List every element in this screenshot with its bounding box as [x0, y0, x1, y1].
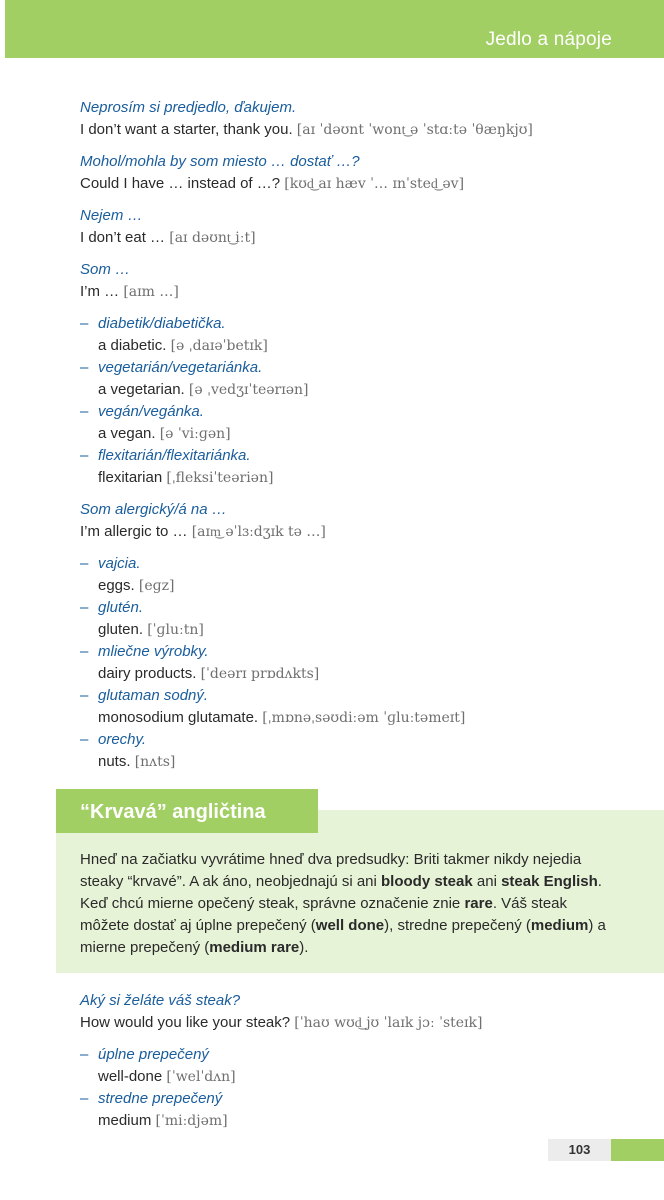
english-phrase: I’m allergic to … [aɪm͜ əˈlɜːdʒɪk tə …]: [80, 523, 326, 540]
dash-bullet: –: [80, 359, 89, 376]
dash-bullet: –: [80, 599, 89, 616]
page-number: 103: [568, 1142, 591, 1157]
page-number-box: [548, 1139, 611, 1161]
dash-bullet: –: [80, 1046, 89, 1063]
list-item: [80, 357, 640, 401]
pronunciation: [ˈwelˈdʌn]: [166, 1069, 236, 1085]
slovak-phrase: vegán/vegánka.: [98, 403, 204, 420]
diet-list: [80, 313, 640, 489]
english-phrase: gluten. [ˈɡluːtn]: [98, 621, 204, 638]
bold-term: medium rare: [209, 939, 300, 956]
slovak-phrase: stredne prepečený: [98, 1090, 223, 1107]
english-phrase: I don’t eat … [aɪ dəʊnt͜ iːt]: [80, 229, 256, 246]
list-item: [80, 553, 640, 597]
list-item: [80, 685, 640, 729]
dash-bullet: –: [80, 403, 89, 420]
english-phrase: eggs. [eɡz]: [98, 577, 175, 594]
english-phrase: I don’t want a starter, thank you. [aɪ ˈdəʊnt ˈwont͜ ə ˈstɑːtə ˈθæŋkjʊ]: [80, 121, 533, 138]
pronunciation: [ˈdeərɪ prɒdʌkts]: [200, 666, 320, 682]
info-box-text: Hneď na začiatku vyvrátime hneď dva predsudky: Briti takmer nikdy nejedia steaky “krvavé”. A ak áno, neobjednajú si ani bloody steak ani steak English. Keď chcú mierne opečený steak, správne označenie znie rare. Váš steak môžete dostať aj úplne prepečený (well done), stredne prepečený (medium) a mierne prepečený (medium rare).: [80, 851, 606, 956]
slovak-phrase: Neprosím si predjedlo, ďakujem.: [80, 99, 297, 116]
english-phrase: medium [ˈmiːdjəm]: [98, 1112, 228, 1129]
slovak-phrase: Aký si želáte váš steak?: [80, 992, 241, 1009]
pronunciation: [aɪ ˈdəʊnt ˈwont͜ ə ˈstɑːtə ˈθæŋkjʊ]: [296, 122, 533, 138]
pronunciation: [ˌmɒnəˌsəʊdiːəm ˈɡluːtəmeɪt]: [262, 710, 466, 726]
slovak-phrase: orechy.: [98, 731, 147, 748]
dash-bullet: –: [80, 315, 89, 332]
phrase-entry: [80, 499, 640, 543]
english-phrase: monosodium glutamate. [ˌmɒnəˌsəʊdiːəm ˈɡluːtəmeɪt]: [98, 709, 466, 726]
bold-term: steak English: [501, 873, 598, 890]
pronunciation: [aɪm …]: [123, 284, 179, 300]
english-phrase: Could I have … instead of …? [kʊd͜ aɪ hæv ˈ… ɪnˈsted͜ əv]: [80, 175, 465, 192]
slovak-phrase: Som …: [80, 261, 131, 278]
english-phrase: I’m … [aɪm …]: [80, 283, 179, 300]
info-box-title: “Krvavá” angličtina: [80, 801, 266, 823]
chapter-title: Jedlo a nápoje: [485, 29, 612, 50]
slovak-phrase: glutén.: [98, 599, 144, 616]
steak-section: [80, 990, 640, 1142]
pronunciation: [ˈmiːdjəm]: [155, 1113, 228, 1129]
english-phrase: dairy products. [ˈdeərɪ prɒdʌkts]: [98, 665, 320, 682]
list-item: [80, 445, 640, 489]
pronunciation: [aɪ dəʊnt͜ iːt]: [169, 230, 256, 246]
info-box-tab: [56, 789, 318, 833]
list-item: [80, 597, 640, 641]
bold-term: bloody steak: [381, 873, 473, 890]
english-phrase: flexitarian [ˌfleksiˈteəriən]: [98, 469, 274, 486]
pronunciation: [ə ˌdaɪəˈbetɪk]: [170, 338, 268, 354]
phrase-entry: [80, 259, 640, 303]
english-phrase: well-done [ˈwelˈdʌn]: [98, 1068, 236, 1085]
dash-bullet: –: [80, 731, 89, 748]
english-phrase: a diabetic. [ə ˌdaɪəˈbetɪk]: [98, 337, 268, 354]
info-box-stripe: [318, 810, 664, 833]
pronunciation: [ə ˈviːɡən]: [159, 426, 231, 442]
slovak-phrase: úplne prepečený: [98, 1046, 209, 1063]
english-phrase: How would you like your steak? [ˈhaʊ wʊd͜ jʊ ˈlaɪk jɔː ˈsteɪk]: [80, 1014, 483, 1031]
dash-bullet: –: [80, 687, 89, 704]
info-box: [56, 833, 664, 973]
list-item: [80, 401, 640, 445]
pronunciation: [ə ˌvedʒɪˈteərɪən]: [188, 382, 309, 398]
slovak-phrase: Som alergický/á na …: [80, 501, 227, 518]
slovak-phrase: Nejem …: [80, 207, 143, 224]
slovak-phrase: Mohol/mohla by som miesto … dostať …?: [80, 153, 360, 170]
steak-list: [80, 1044, 640, 1132]
allergy-list: [80, 553, 640, 773]
dash-bullet: –: [80, 555, 89, 572]
pronunciation: [ˈhaʊ wʊd͜ jʊ ˈlaɪk jɔː ˈsteɪk]: [294, 1015, 483, 1031]
bold-term: medium: [530, 917, 589, 934]
pronunciation: [aɪm͜ əˈlɜːdʒɪk tə …]: [191, 524, 326, 540]
dash-bullet: –: [80, 1090, 89, 1107]
bold-term: well done: [315, 917, 385, 934]
pronunciation: [ˈɡluːtn]: [147, 622, 204, 638]
list-item: [80, 641, 640, 685]
slovak-phrase: mliečne výrobky.: [98, 643, 209, 660]
dash-bullet: –: [80, 643, 89, 660]
list-item: [80, 729, 640, 773]
pronunciation: [ˌfleksiˈteəriən]: [166, 470, 274, 486]
pronunciation: [eɡz]: [138, 578, 175, 594]
slovak-phrase: flexitarián/flexitariánka.: [98, 447, 251, 464]
phrase-entry: [80, 97, 640, 141]
slovak-phrase: glutaman sodný.: [98, 687, 209, 704]
bold-term: rare: [464, 895, 493, 912]
phrase-entry: [80, 990, 640, 1034]
dash-bullet: –: [80, 447, 89, 464]
chapter-header: [5, 0, 664, 58]
list-item: [80, 1088, 640, 1132]
pronunciation: [nʌts]: [134, 754, 176, 770]
slovak-phrase: vegetarián/vegetariánka.: [98, 359, 263, 376]
phrase-section: [80, 97, 640, 783]
pronunciation: [kʊd͜ aɪ hæv ˈ… ɪnˈsted͜ əv]: [284, 176, 465, 192]
slovak-phrase: diabetik/diabetička.: [98, 315, 226, 332]
list-item: [80, 1044, 640, 1088]
phrase-entry: [80, 205, 640, 249]
list-item: [80, 313, 640, 357]
english-phrase: a vegan. [ə ˈviːɡən]: [98, 425, 231, 442]
page-number-bar: [611, 1139, 664, 1161]
phrase-entry: [80, 151, 640, 195]
english-phrase: nuts. [nʌts]: [98, 753, 176, 770]
slovak-phrase: vajcia.: [98, 555, 141, 572]
english-phrase: a vegetarian. [ə ˌvedʒɪˈteərɪən]: [98, 381, 309, 398]
